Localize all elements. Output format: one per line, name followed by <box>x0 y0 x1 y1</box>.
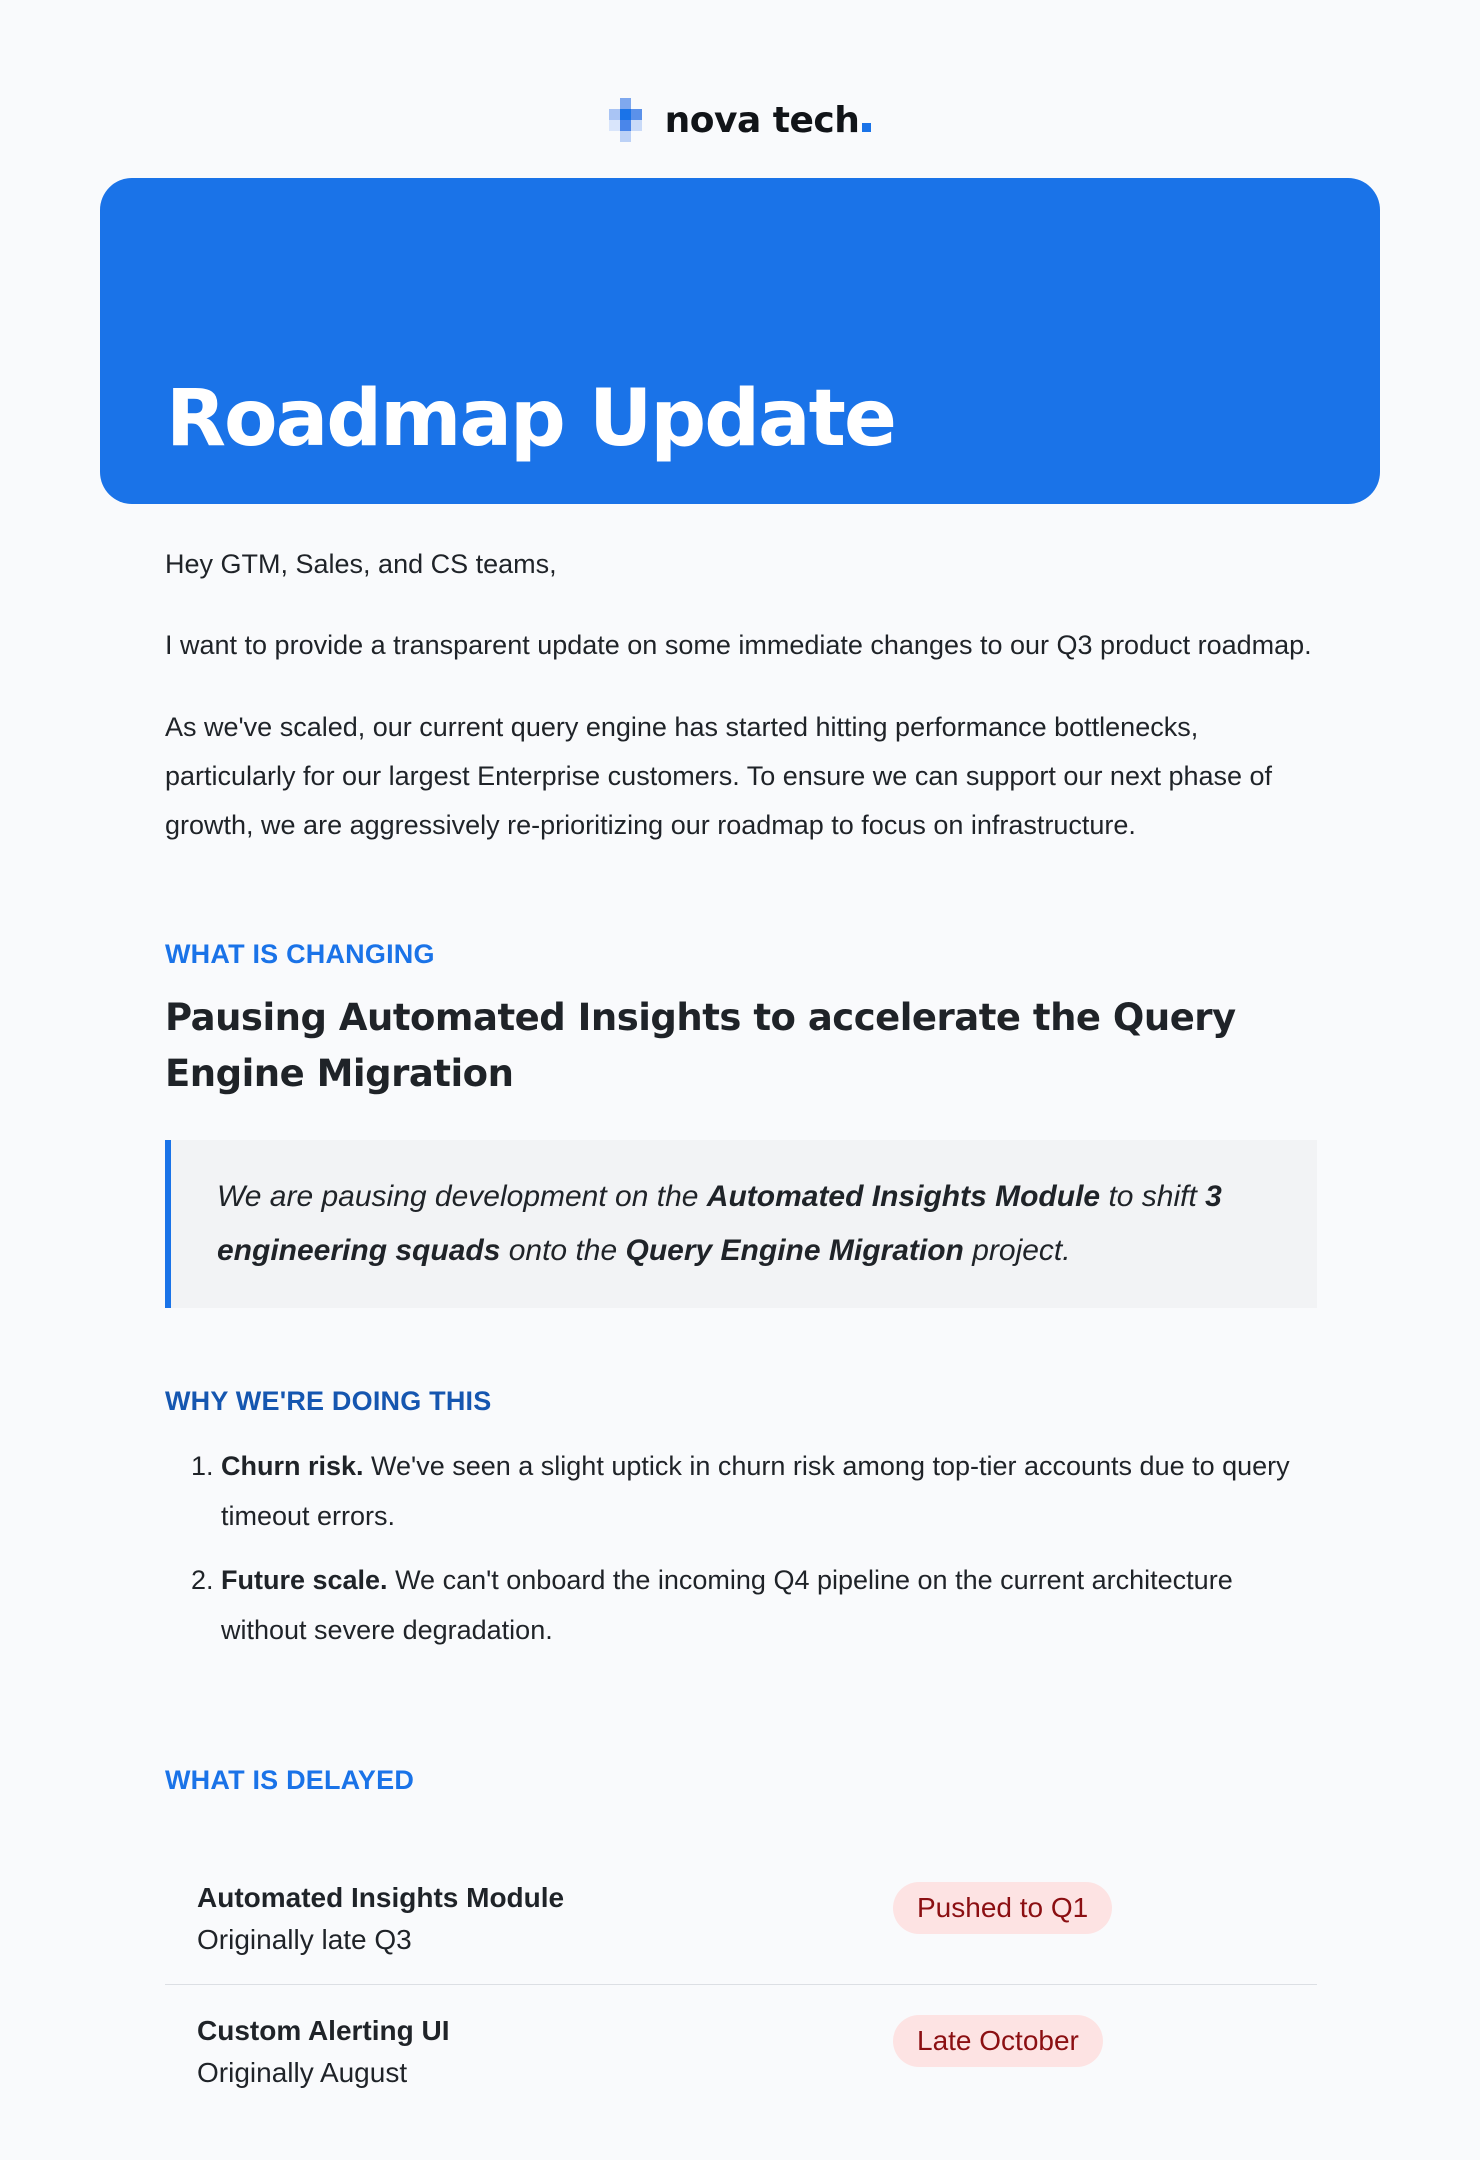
callout-quote <box>165 1140 1317 1308</box>
delayed-table <box>165 1852 1317 2117</box>
email-body <box>165 540 1317 2117</box>
callout-text: to shift <box>1100 1180 1206 1213</box>
callout-emphasis: 3 engineering squads <box>217 1180 1222 1267</box>
reason-title: Future scale. <box>221 1565 388 1595</box>
intro-paragraph: I want to provide a transparent update on some immediate changes to our Q3 product roadmap. <box>165 630 1312 660</box>
table-row <box>165 1852 1317 1985</box>
list-number: 2. <box>191 1565 214 1595</box>
context-paragraph: As we've scaled, our current query engine has started hitting performance bottlenecks, particularly for our largest Enterprise customers. To ensure we can support our next phase of growth, we are aggressively re-prioritizing our roadmap to focus on infrastructure. <box>165 712 1273 840</box>
callout-text: We are pausing development on the <box>217 1180 707 1213</box>
list-number: 1. <box>191 1451 214 1481</box>
list-item <box>165 1441 1317 1541</box>
brand-logo[interactable] <box>0 98 1480 142</box>
section-label-changing: WHAT IS CHANGING <box>165 939 435 969</box>
list-item <box>165 1555 1317 1655</box>
pixel-plus-icon <box>609 98 653 142</box>
original-date: Originally August <box>197 2057 408 2088</box>
callout-emphasis: Automated Insights Module <box>706 1180 1101 1213</box>
table-row <box>165 1985 1317 2117</box>
brand-name: nova tech <box>665 100 872 141</box>
brand-dot <box>862 123 871 132</box>
hero-banner <box>100 178 1380 504</box>
change-headline: Pausing Automated Insights to accelerate the Query Engine Migration <box>165 996 1236 1095</box>
status-badge: Late October <box>893 2015 1103 2067</box>
reason-text: We can't onboard the incoming Q4 pipeline on the current architecture without severe degradation. <box>221 1565 1233 1645</box>
callout-text: project. <box>963 1234 1071 1267</box>
greeting: Hey GTM, Sales, and CS teams, <box>165 549 557 579</box>
section-label-delayed: WHAT IS DELAYED <box>165 1765 415 1795</box>
reason-title: Churn risk. <box>221 1451 364 1481</box>
section-label-why: WHY WE'RE DOING THIS <box>165 1386 492 1416</box>
callout-emphasis: Query Engine Migration <box>625 1234 964 1267</box>
feature-name: Custom Alerting UI <box>197 2015 450 2046</box>
callout-text: onto the <box>500 1234 626 1267</box>
original-date: Originally late Q3 <box>197 1924 412 1955</box>
status-badge: Pushed to Q1 <box>893 1882 1112 1934</box>
reason-text: We've seen a slight uptick in churn risk among top-tier accounts due to query timeout errors. <box>221 1451 1290 1531</box>
reason-list <box>165 1441 1317 1655</box>
page-title: Roadmap Update <box>166 374 895 464</box>
feature-name: Automated Insights Module <box>197 1882 565 1913</box>
